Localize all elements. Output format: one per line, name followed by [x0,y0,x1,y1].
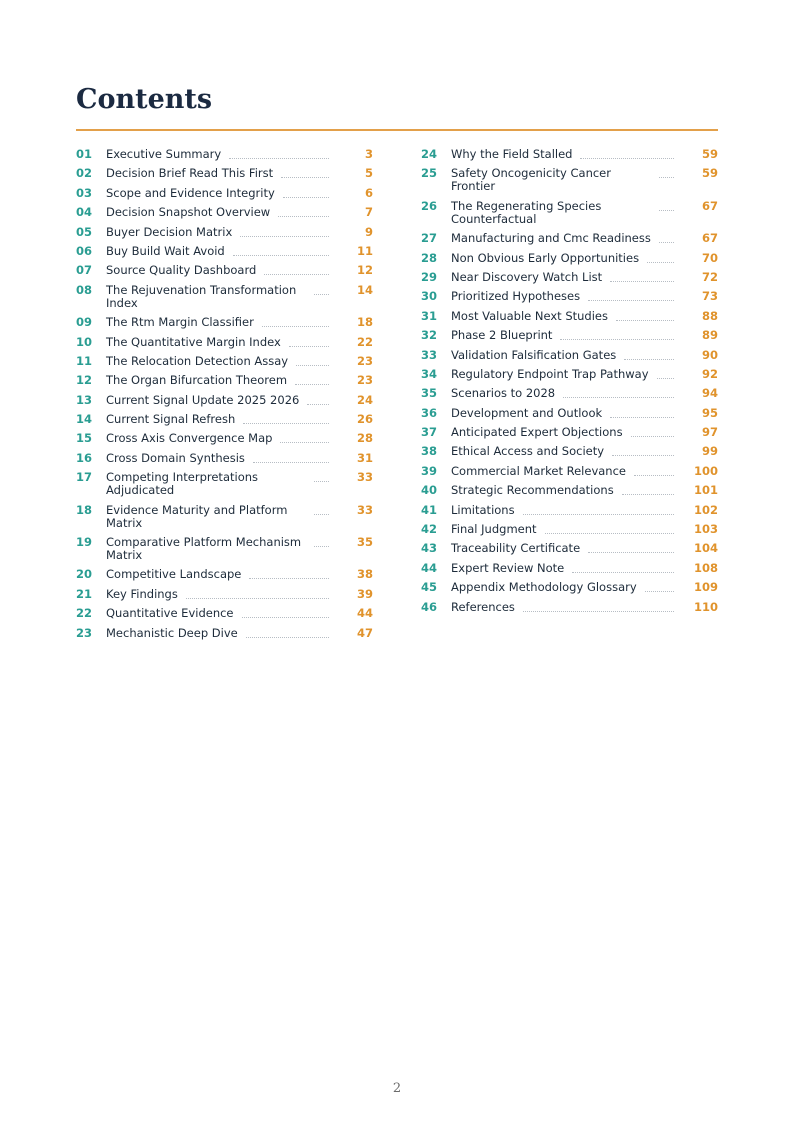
toc-entry-page[interactable]: 5 [364,166,373,181]
dot-leader [253,452,329,463]
toc-entry[interactable] [421,484,718,497]
toc-entry[interactable] [76,206,373,219]
dot-leader [280,432,329,443]
toc-entry-title[interactable]: Competitive Landscape [106,567,242,582]
toc-entry-number: 22 [76,606,93,621]
toc-entry-page[interactable]: 22 [356,334,373,349]
toc-entry[interactable] [421,232,718,245]
toc-entry[interactable] [421,252,718,265]
dot-leader [659,200,674,211]
toc-entry-title[interactable]: Near Discovery Watch List [451,269,603,284]
dot-leader [563,387,674,398]
dot-leader [610,407,674,418]
dot-leader [314,504,329,515]
toc-entry-number: 20 [76,567,93,582]
toc-entry-page[interactable]: 33 [356,502,373,517]
toc-entry-title[interactable]: Competing Interpretations Adjudicated [106,470,259,498]
toc-entry-page[interactable]: 90 [701,347,718,362]
toc-entry-number: 08 [76,282,93,297]
dot-leader [314,536,329,547]
toc-entry-number: 21 [76,586,93,601]
toc-entry-number: 17 [76,470,93,485]
toc-entry-title[interactable]: Expert Review Note [451,560,565,575]
dot-leader [314,471,329,482]
dot-leader [283,187,329,198]
dot-leader [624,349,674,360]
toc-entry-title[interactable]: Cross Axis Convergence Map [106,431,273,446]
toc-entry-page[interactable]: 88 [701,308,718,323]
dot-leader [610,271,674,282]
title-divider [76,129,718,131]
toc-entry-page[interactable]: 103 [693,522,718,537]
toc-entry-page[interactable]: 108 [693,560,718,575]
toc-entry-number: 02 [76,166,93,181]
toc-entry-title[interactable]: The Relocation Detection Assay [106,353,289,368]
toc-entry-title[interactable]: Regulatory Endpoint Trap Pathway [451,366,649,381]
toc-entry-page[interactable]: 73 [701,289,718,304]
dot-leader [523,504,674,515]
toc-entry-title[interactable]: Strategic Recommendations [451,483,614,498]
toc-entry-number: 19 [76,535,93,550]
toc-entry[interactable] [76,627,373,640]
toc-entry-number: 09 [76,315,93,330]
toc-entry-title[interactable]: Buy Build Wait Avoid [106,243,225,258]
toc-entry-page[interactable]: 67 [701,231,718,246]
toc-entry-page[interactable]: 3 [364,147,373,161]
toc-entry-number: 44 [421,560,438,575]
toc-entry[interactable] [421,445,718,458]
toc-entry-page[interactable]: 18 [356,315,373,330]
page-number-footer: 2 [392,1081,402,1096]
toc-entry-page[interactable]: 95 [701,405,718,420]
dot-leader [580,148,674,159]
toc-entry-number: 32 [421,328,438,343]
toc-entry-number: 04 [76,205,93,220]
dot-leader [545,523,674,534]
dot-leader [278,206,329,217]
toc-entry-title[interactable]: Decision Snapshot Overview [106,205,271,220]
toc-entry-page[interactable]: 33 [356,470,373,485]
dot-leader [262,316,329,327]
dot-leader [659,167,674,178]
toc-entry[interactable] [421,329,718,342]
toc-entry-number: 28 [421,250,438,265]
toc-entry-page[interactable]: 97 [701,425,718,440]
toc-entry-page[interactable]: 109 [693,580,718,595]
toc-entry[interactable] [421,387,718,400]
toc-entry-number: 13 [76,392,93,407]
toc-entry-title[interactable]: Quantitative Evidence [106,606,234,621]
toc-entry-number: 23 [76,625,93,640]
toc-column-left [76,148,373,646]
toc-entry-page[interactable]: 101 [693,483,718,498]
toc-entry-number: 25 [421,166,438,181]
toc-entry-title[interactable]: Decision Brief Read This First [106,166,274,181]
toc-entry[interactable] [76,394,373,407]
toc-entry[interactable] [421,167,718,193]
toc-entry[interactable] [76,504,373,530]
toc-entry-title[interactable]: Current Signal Refresh [106,412,236,427]
toc-entry-page[interactable]: 100 [693,463,718,478]
toc-entry-number: 14 [76,412,93,427]
toc-entry-number: 10 [76,334,93,349]
dot-leader [314,284,329,295]
toc-entry-title[interactable]: Development and Outlook [451,405,603,420]
dot-leader [647,252,674,263]
dot-leader [523,601,674,612]
toc-entry-page[interactable]: 47 [356,625,373,640]
toc-entry-number: 06 [76,243,93,258]
toc-entry-title[interactable]: Key Findings [106,586,178,601]
toc-entry-number: 39 [421,463,438,478]
toc-entry-page[interactable]: 102 [693,502,718,517]
toc-entry[interactable] [76,471,373,497]
toc-entry-number: 11 [76,353,93,368]
toc-entry-number: 35 [421,386,438,401]
dot-leader [229,148,329,159]
toc-entry-title[interactable]: The Rtm Margin Classifier [106,315,254,330]
toc-entry-number: 33 [421,347,438,362]
toc-entry-page[interactable]: 94 [701,386,718,401]
toc-entry[interactable] [76,536,373,562]
toc-entry-page[interactable]: 12 [356,263,373,278]
dot-leader [588,290,674,301]
toc-entry-title[interactable]: Source Quality Dashboard [106,263,257,278]
toc-entry-page[interactable]: 44 [356,606,373,621]
toc-entry-title[interactable]: Scenarios to 2028 [451,386,556,401]
toc-entry-page[interactable]: 92 [701,366,718,381]
toc-entry-title[interactable]: Prioritized Hypotheses [451,289,581,304]
toc-entry-number: 24 [421,147,438,161]
toc-entry-number: 03 [76,185,93,200]
toc-entry-number: 37 [421,425,438,440]
toc-entry-page[interactable]: 35 [356,535,373,550]
toc-entry-page[interactable]: 23 [356,373,373,388]
toc-entry[interactable] [76,148,373,161]
toc-entry-title[interactable]: Mechanistic Deep Dive [106,625,238,640]
toc-entry[interactable] [76,167,373,180]
dot-leader [657,368,674,379]
toc-entry[interactable] [421,271,718,284]
dot-leader [588,542,674,553]
toc-entry[interactable] [76,226,373,239]
toc-entry-title[interactable]: Validation Falsification Gates [451,347,617,362]
dot-leader [612,445,674,456]
toc-entry[interactable] [76,568,373,581]
toc-entry-number: 01 [76,147,93,161]
toc-entry-title[interactable]: Final Judgment [451,522,537,537]
toc-entry-number: 26 [421,198,438,213]
toc-entry-title[interactable]: Executive Summary [106,147,222,161]
dot-leader [186,588,329,599]
toc-entry-page[interactable]: 104 [693,541,718,556]
toc-entry-title[interactable]: Evidence Maturity and Platform Matrix [106,502,288,530]
toc-entry-title[interactable]: Safety Oncogenicity Cancer Frontier [451,166,611,194]
toc-entry-title[interactable]: Buyer Decision Matrix [106,224,233,239]
dot-leader [622,484,674,495]
toc-entry-title[interactable]: Limitations [451,502,515,517]
toc-entry-page[interactable]: 110 [693,599,718,614]
dot-leader [242,607,329,618]
toc-entry-number: 30 [421,289,438,304]
toc-entry-number: 31 [421,308,438,323]
toc-entry-page[interactable]: 31 [356,450,373,465]
toc-entry-title[interactable]: Manufacturing and Cmc Readiness [451,231,651,246]
toc-entry-page[interactable]: 23 [356,353,373,368]
dot-leader [634,465,674,476]
toc-entry-number: 41 [421,502,438,517]
toc-entry[interactable] [421,562,718,575]
toc-entry[interactable] [421,581,718,594]
toc-entry-title[interactable]: Why the Field Stalled [451,147,573,161]
toc-entry-number: 43 [421,541,438,556]
toc-entry-number: 18 [76,502,93,517]
toc-entry-title[interactable]: The Rejuvenation Transformation Index [106,282,297,310]
toc-entry[interactable] [76,374,373,387]
dot-leader [560,329,674,340]
toc-entry-number: 27 [421,231,438,246]
toc-entry[interactable] [76,432,373,445]
toc-entry[interactable] [76,355,373,368]
toc-entry-page[interactable]: 14 [356,282,373,297]
toc-entry-title[interactable]: Phase 2 Blueprint [451,328,553,343]
toc-entry-page[interactable]: 28 [356,431,373,446]
toc-entry-page[interactable]: 39 [356,586,373,601]
dot-leader [249,568,329,579]
toc-entry-title[interactable]: References [451,599,515,614]
toc-entry-page[interactable]: 38 [356,567,373,582]
toc-entry-title[interactable]: Cross Domain Synthesis [106,450,245,465]
toc-entry-page[interactable]: 9 [364,224,373,239]
toc-entry-title[interactable]: Appendix Methodology Glossary [451,580,637,595]
toc-entry-number: 15 [76,431,93,446]
dot-leader [307,394,329,405]
dot-leader [572,562,674,573]
toc-entry-page[interactable]: 26 [356,412,373,427]
toc-entry-title[interactable]: The Regenerating Species Counterfactual [451,198,602,226]
toc-entry-page[interactable]: 99 [701,444,718,459]
dot-leader [281,167,329,178]
dot-leader [289,336,329,347]
toc-entry[interactable] [421,310,718,323]
dot-leader [296,355,329,366]
dot-leader [659,232,674,243]
toc-entry-number: 40 [421,483,438,498]
toc-entry-page[interactable]: 11 [356,243,373,258]
toc-entry[interactable] [421,523,718,536]
toc-entry-title[interactable]: Ethical Access and Society [451,444,605,459]
toc-entry-number: 42 [421,522,438,537]
toc-entry[interactable] [421,465,718,478]
toc-entry-title[interactable]: Traceability Certificate [451,541,581,556]
toc-entry[interactable] [421,200,718,226]
dot-leader [616,310,674,321]
toc-entry-number: 46 [421,599,438,614]
dot-leader [233,245,329,256]
toc-entry[interactable] [76,588,373,601]
toc-entry[interactable] [76,336,373,349]
toc-entry[interactable] [421,148,718,161]
toc-entry-title[interactable]: Scope and Evidence Integrity [106,185,275,200]
toc-entry[interactable] [421,542,718,555]
toc-entry[interactable] [421,349,718,362]
toc-entry-page[interactable]: 72 [701,269,718,284]
toc-entry-number: 16 [76,450,93,465]
toc-entry-page[interactable]: 6 [364,185,373,200]
toc-entry-title[interactable]: Most Valuable Next Studies [451,308,608,323]
toc-entry-title[interactable]: The Organ Bifurcation Theorem [106,373,288,388]
dot-leader [264,264,329,275]
toc-entry-title[interactable]: Anticipated Expert Objections [451,425,623,440]
toc-entry-number: 45 [421,580,438,595]
toc-entry-page[interactable]: 67 [701,198,718,213]
toc-entry-number: 12 [76,373,93,388]
toc-entry-page[interactable]: 89 [701,328,718,343]
toc-entry-number: 29 [421,269,438,284]
toc-entry[interactable] [76,187,373,200]
toc-entry[interactable] [76,413,373,426]
toc-entry-title[interactable]: Comparative Platform Mechanism Matrix [106,535,302,563]
toc-entry[interactable] [76,264,373,277]
toc-entry-number: 38 [421,444,438,459]
toc-entry[interactable] [421,368,718,381]
toc-entry-page[interactable]: 59 [701,166,718,181]
toc-column-right [421,148,718,620]
toc-entry[interactable] [421,290,718,303]
toc-entry-title[interactable]: The Quantitative Margin Index [106,334,281,349]
toc-entry[interactable] [76,245,373,258]
toc-entry-title[interactable]: Commercial Market Relevance [451,463,626,478]
toc-entry-page[interactable]: 24 [356,392,373,407]
toc-entry-number: 36 [421,405,438,420]
toc-entry[interactable] [76,452,373,465]
dot-leader [295,374,329,385]
toc-entry-page[interactable]: 70 [701,250,718,265]
toc-entry-page[interactable]: 59 [701,147,718,161]
toc-entry[interactable] [76,316,373,329]
toc-entry[interactable] [421,407,718,420]
dot-leader [243,413,329,424]
toc-entry[interactable] [421,426,718,439]
toc-entry[interactable] [76,607,373,620]
toc-entry[interactable] [76,284,373,310]
toc-entry[interactable] [421,504,718,517]
toc-entry-title[interactable]: Current Signal Update 2025 2026 [106,392,300,407]
page-title: Contents [76,84,213,115]
toc-entry-title[interactable]: Non Obvious Early Opportunities [451,250,640,265]
dot-leader [240,226,329,237]
toc-entry-number: 05 [76,224,93,239]
dot-leader [645,581,674,592]
toc-entry-page[interactable]: 7 [364,205,373,220]
toc-entry-number: 34 [421,366,438,381]
dot-leader [246,627,329,638]
toc-entry-number: 07 [76,263,93,278]
dot-leader [631,426,674,437]
toc-entry[interactable] [421,601,718,614]
